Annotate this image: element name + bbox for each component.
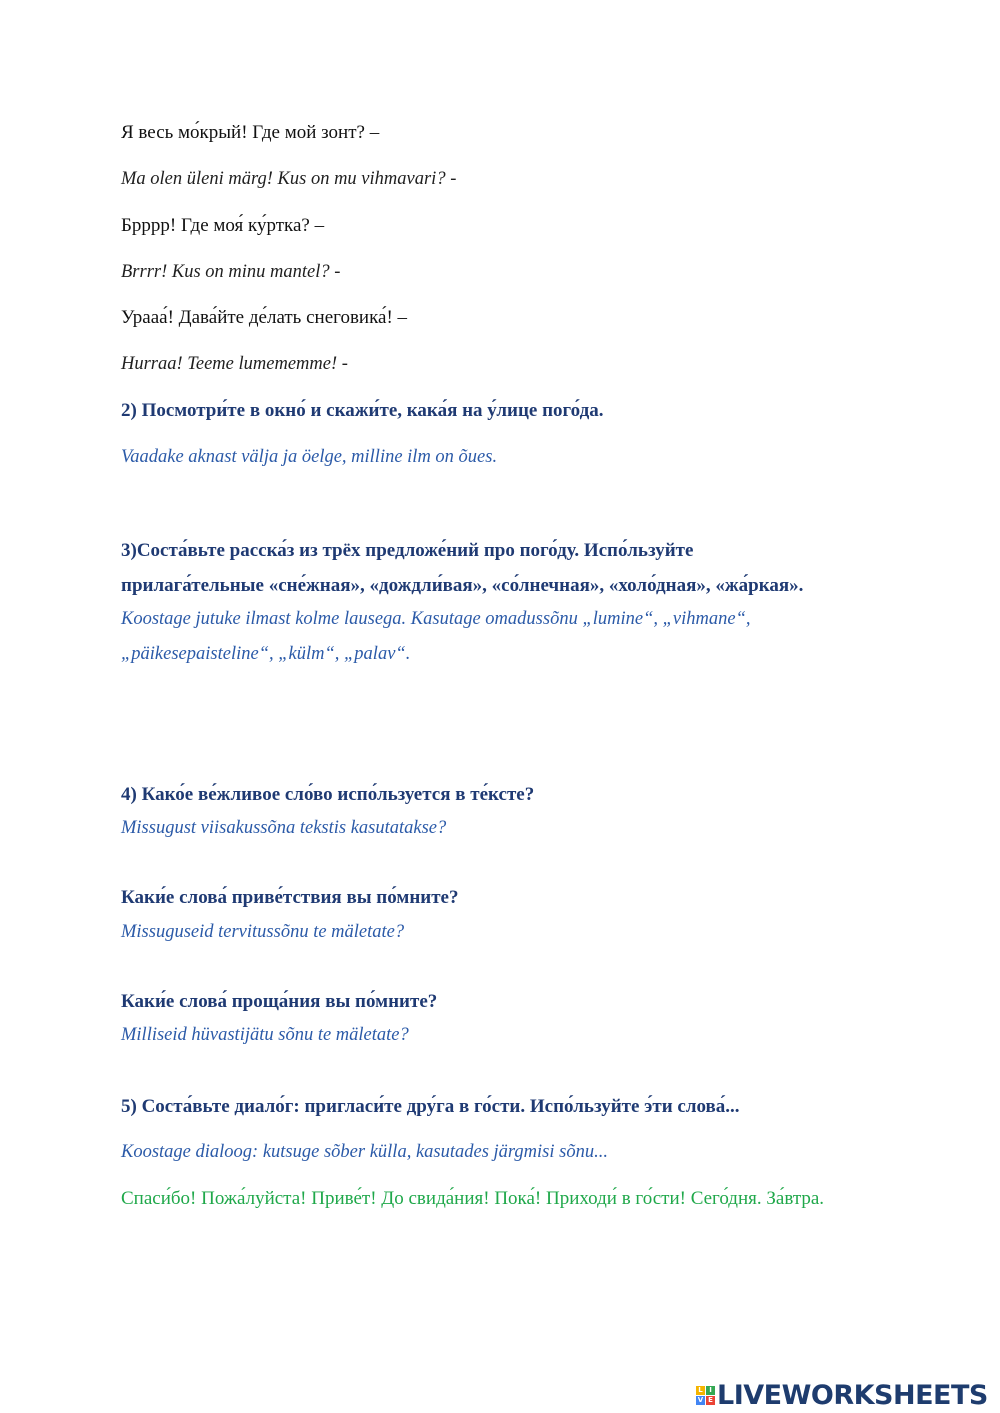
dialogue-line-ru-2: Брррр! Где моя́ ку́ртка? – (121, 215, 325, 236)
task-4-question-1-translation: Missugust viisakussõna tekstis kasutatakse? (121, 818, 447, 838)
task-5-translation: Koostage dialoog: kutsuge sõber külla, kasutades järgmisi sõnu... (121, 1142, 608, 1162)
dialogue-line-et-1: Ma olen üleni märg! Kus on mu vihmavari? - (121, 169, 457, 189)
task-2-title: 2) Посмотри́те в окно́ и скажи́те, кака́я на у́лице пого́да. (121, 400, 604, 421)
liveworksheets-logo-text: LIVEWORKSHEETS (717, 1379, 988, 1411)
task-2-translation: Vaadake aknast välja ja öelge, milline ilm on õues. (121, 447, 498, 467)
dialogue-line-ru-1: Я весь мо́крый! Где мой зонт? – (121, 122, 380, 143)
dialogue-line-et-2: Brrrr! Kus on minu mantel? - (121, 262, 341, 282)
task-5-vocabulary: Спаси́бо! Пожа́луйста! Приве́т! До свида́ния! Пока́! Приходи́ в го́сти! Сего́дня. За́втра. (121, 1188, 825, 1209)
logo-mark-tile: E (706, 1396, 715, 1405)
task-3-translation-line-2: „päikesepaisteline“, „külm“, „palav“. (121, 644, 411, 664)
liveworksheets-logo-icon (696, 1386, 715, 1405)
task-5-title: 5) Соста́вьте диало́г: пригласи́те дру́га в го́сти. Испо́льзуйте э́ти слова́... (121, 1096, 740, 1117)
task-3-translation-line-1: Koostage jutuke ilmast kolme lausega. Kasutage omadussõnu „lumine“, „vihmane“, (121, 609, 751, 629)
task-3-title-line-2: прилага́тельные «сне́жная», «дождли́вая», «со́лнечная», «холо́дная», «жа́ркая». (121, 575, 804, 596)
task-4-question-2: Каки́е слова́ приве́тствия вы по́мните? (121, 887, 459, 908)
task-4-question-1: 4) Како́е ве́жливое сло́во испо́льзуется в те́ксте? (121, 784, 535, 805)
task-4-question-3: Каки́е слова́ проща́ния вы по́мните? (121, 991, 438, 1012)
liveworksheets-logo[interactable] (696, 1378, 988, 1412)
logo-mark-tile: L (696, 1386, 705, 1395)
task-3-title-line-1: 3)Соста́вьте расска́з из трёх предложе́ний про пого́ду. Испо́льзуйте (121, 540, 694, 561)
task-4-question-3-translation: Milliseid hüvastijätu sõnu te mäletate? (121, 1025, 409, 1045)
task-4-question-2-translation: Missuguseid tervitussõnu te mäletate? (121, 922, 405, 942)
dialogue-line-ru-3: Урааа́! Дава́йте де́лать снеговика́! – (121, 307, 408, 328)
logo-mark-tile: I (706, 1386, 715, 1395)
logo-mark-tile: V (697, 1395, 704, 1404)
dialogue-line-et-3: Hurraa! Teeme lumememme! - (121, 354, 348, 374)
